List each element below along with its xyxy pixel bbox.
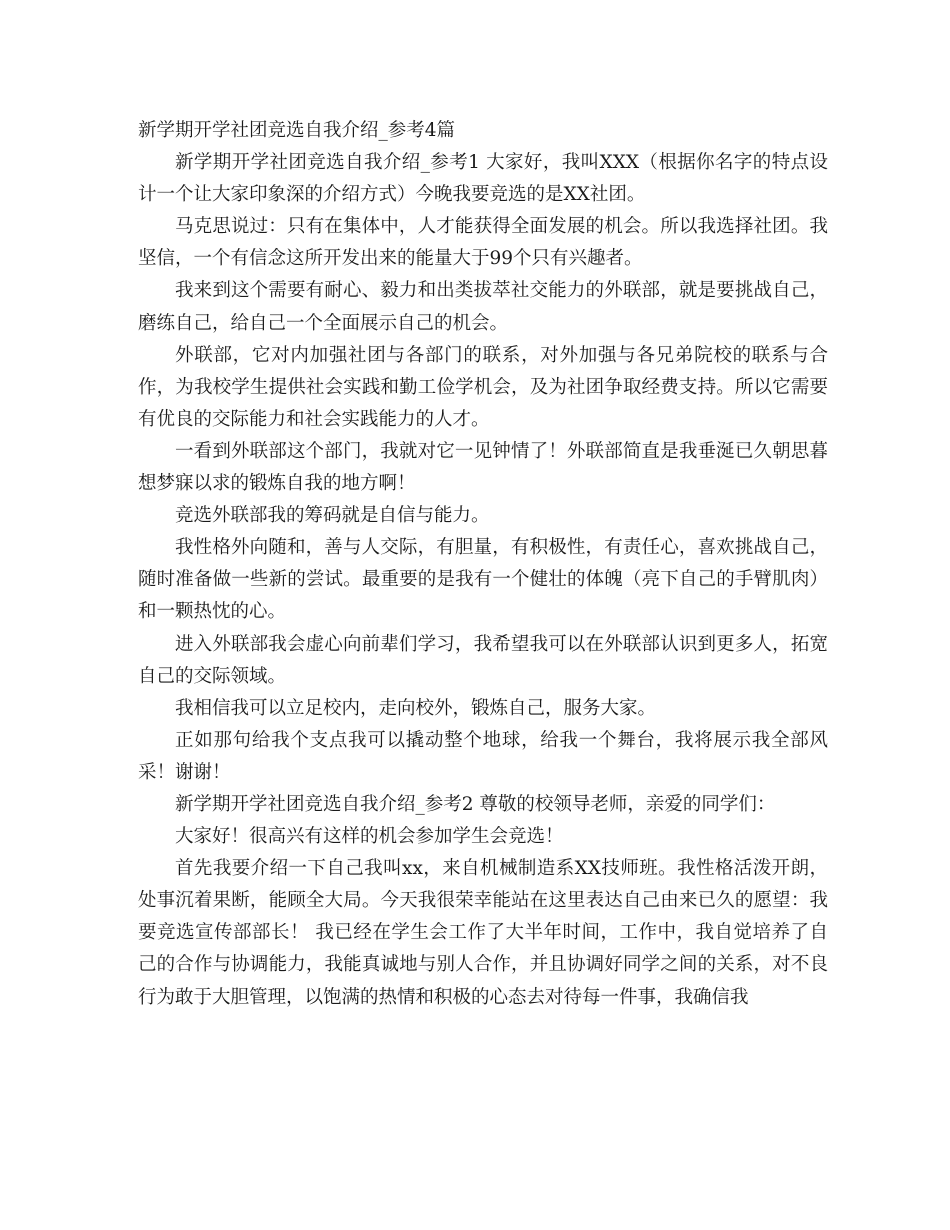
paragraph-personality: 我性格外向随和，善与人交际，有胆量，有积极性，有责任心，喜欢挑战自己，随时准备做一些新的尝试。最重要的是我有一个健壮的体魄（亮下自己的手臂肌肉）和一颗热忱的心。	[138, 537, 828, 623]
paragraph-marx-quote: 马克思说过：只有在集体中，人才能获得全面发展的机会。所以我选择社团。我坚信，一个有信念这所开发出来的能量大于99个只有兴趣者。	[138, 216, 828, 270]
paragraph-belief: 我相信我可以立足校内，走向校外，锻炼自己，服务大家。	[175, 697, 657, 719]
paragraph-first-sight: 一看到外联部这个部门，我就对它一见钟情了！外联部简直是我垂涎已久朝思暮想梦寐以求的锻炼自我的地方啊！	[138, 440, 828, 495]
paragraph-confidence: 竞选外联部我的筹码就是自信与能力。	[175, 505, 490, 527]
paragraph-learning: 进入外联部我会虚心向前辈们学习，我希望我可以在外联部认识到更多人，拓宽自己的交际领域。	[138, 633, 828, 687]
document-title: 新学期开学社团竞选自我介绍_参考4篇	[138, 120, 456, 141]
paragraph-department-role: 外联部，它对内加强社团与各部门的联系，对外加强与各兄弟院校的联系与合作，为我校学生提供社会实践和勤工俭学机会，及为社团争取经费支持。所以它需要有优良的交际能力和社会实践能力的人才。	[138, 344, 828, 430]
paragraph-intro-1: 新学期开学社团竞选自我介绍_参考1 大家好，我叫XXX（根据你名字的特点设计一个让大家印象深的介绍方式）今晚我要竞选的是XX社团。	[138, 152, 828, 206]
document-body	[138, 115, 828, 1014]
paragraph-challenge: 我来到这个需要有耐心、毅力和出类拔萃社交能力的外联部，就是要挑战自己，磨练自己，给自己一个全面展示自己的机会。	[138, 280, 828, 334]
paragraph-self-intro: 首先我要介绍一下自己我叫xx，来自机械制造系XX技师班。我性格活泼开朗，处事沉着果断，能顾全大局。今天我很荣幸能站在这里表达自己由来已久的愿望：我要竞选宣传部部长！ 我已经在学生会工作了大半年时间，工作中，我自觉培养了自己的合作与协调能力，我能真诚地与别人合作，并且协调好同学之间的关系，对不良行为敢于大胆管理，以饱满的热情和积极的心态去对待每一件事，我确信我	[138, 858, 828, 1008]
paragraph-closing-1: 正如那句给我个支点我可以撬动整个地球，给我一个舞台，我将展示我全部风采！谢谢！	[138, 729, 828, 783]
paragraph-intro-2: 新学期开学社团竞选自我介绍_参考2 尊敬的校领导老师，亲爱的同学们：	[175, 793, 776, 815]
paragraph-greeting: 大家好！很高兴有这样的机会参加学生会竞选！	[175, 826, 564, 848]
